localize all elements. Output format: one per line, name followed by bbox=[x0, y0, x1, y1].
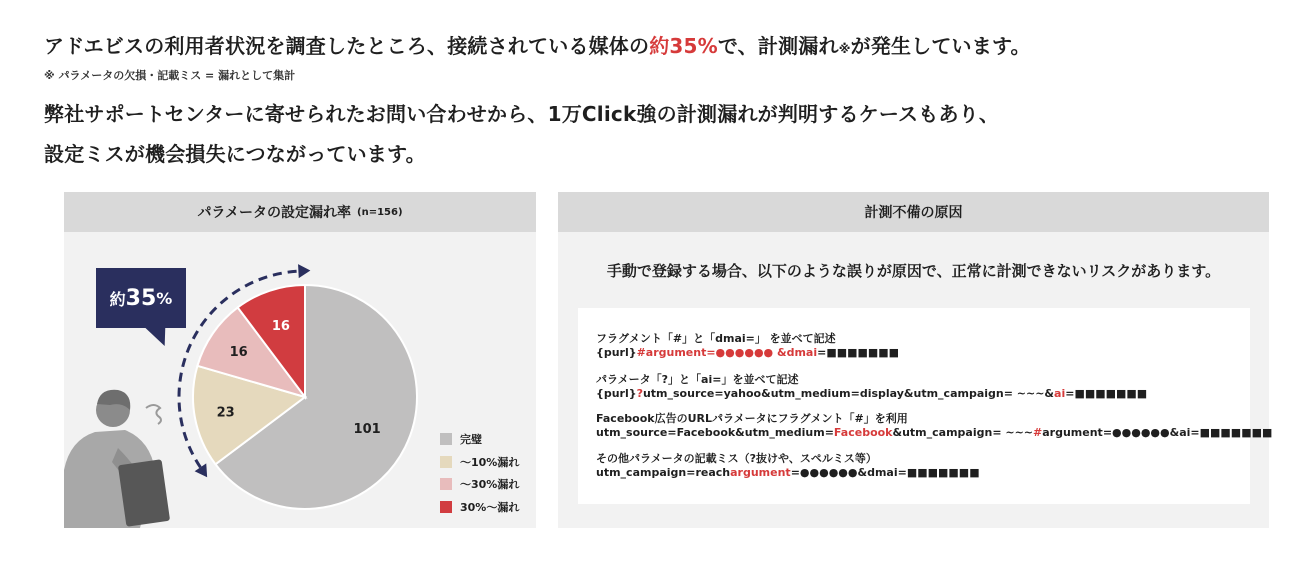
legend-item bbox=[440, 476, 519, 492]
headline-line-3: 設定ミスが機会損失につながっています。 bbox=[44, 142, 426, 166]
legend-label: 30%〜漏れ bbox=[460, 501, 520, 514]
share-callout bbox=[96, 268, 186, 328]
code-segment: {purl} bbox=[596, 346, 637, 359]
code-error-segment: dmai bbox=[786, 346, 818, 359]
causes-panel-title: 計測不備の原因 bbox=[864, 205, 963, 221]
legend-item bbox=[440, 499, 519, 515]
headline-line-1-post: で、計測漏れ bbox=[717, 34, 839, 58]
legend-swatch bbox=[440, 501, 452, 513]
headline-highlight: 約35% bbox=[649, 34, 718, 58]
code-segment: utm_source=yahoo&utm_medium=display&utm_campaign= ~~~& bbox=[642, 387, 1055, 400]
person-at-computer-illustration bbox=[64, 390, 170, 528]
note-mark: ※ bbox=[838, 42, 851, 56]
code-segment: =●●●●●●&dmai=■■■■■■■ bbox=[790, 466, 980, 479]
error-example-code bbox=[596, 466, 980, 480]
headline-line-1-end: が発生しています。 bbox=[850, 34, 1031, 58]
code-segment: =■■■■■■■ bbox=[817, 346, 900, 359]
code-segment: utm_campaign=reach bbox=[596, 466, 731, 479]
footnote: ※ パラメータの欠損・記載ミス = 漏れとして集計 bbox=[44, 69, 296, 82]
headline-line-2: 弊社サポートセンターに寄せられたお問い合わせから、1万Click強の計測漏れが判明するケースもあり、 bbox=[44, 102, 1000, 126]
code-error-segment: ai bbox=[1054, 387, 1066, 400]
error-example-title: Facebook広告のURLパラメータにフラグメント「#」を利用 bbox=[596, 412, 908, 425]
code-error-segment: ? bbox=[636, 387, 643, 400]
legend-swatch bbox=[440, 433, 452, 445]
code-segment: utm_source=Facebook&utm_medium= bbox=[596, 426, 834, 439]
legend-label: 〜10%漏れ bbox=[460, 456, 520, 469]
error-example-code bbox=[596, 387, 1147, 401]
share-callout-value: 35 bbox=[125, 285, 157, 311]
legend-swatch bbox=[440, 456, 452, 468]
code-error-segment: Facebook bbox=[833, 426, 893, 439]
code-segment: &utm_campaign= ~~~ bbox=[892, 426, 1034, 439]
causes-panel-header bbox=[558, 192, 1269, 232]
error-example-code bbox=[596, 426, 1272, 440]
pie-slice-value: 16 bbox=[271, 318, 290, 334]
error-example-title: その他パラメータの記載ミス（?抜けや、スペルミス等） bbox=[596, 452, 877, 465]
code-error-segment: argument bbox=[730, 466, 791, 479]
chart-panel-title: パラメータの設定漏れ率 bbox=[197, 205, 352, 221]
pie-slice-value: 101 bbox=[353, 422, 381, 438]
error-example-title: パラメータ「?」と「ai=」を並べて記述 bbox=[596, 373, 799, 386]
chart-panel-sample-size: (n=156) bbox=[357, 206, 403, 218]
share-callout-prefix: 約 bbox=[109, 289, 126, 309]
error-example bbox=[596, 332, 899, 360]
code-segment: argument=●●●●●●&ai=■■■■■■■ bbox=[1042, 426, 1273, 439]
code-error-segment: # bbox=[1033, 426, 1043, 439]
error-example-code bbox=[596, 346, 899, 360]
error-examples-box bbox=[578, 308, 1273, 504]
pie-slice-value: 23 bbox=[216, 405, 235, 421]
pie-slices bbox=[193, 285, 417, 509]
causes-subtitle: 手動で登録する場合、以下のような誤りが原因で、正常に計測できないリスクがあります。 bbox=[606, 262, 1221, 280]
code-segment: {purl} bbox=[596, 387, 637, 400]
error-example bbox=[596, 452, 980, 480]
error-example-title: フラグメント「#」と「dmai=」 を並べて記述 bbox=[596, 332, 836, 345]
legend-swatch bbox=[440, 478, 452, 490]
legend-item bbox=[440, 454, 519, 470]
error-example bbox=[596, 412, 1272, 440]
pie-slice-value: 16 bbox=[229, 345, 248, 361]
headline-line-1-pre: アドエビスの利用者状況を調査したところ、接続されている媒体の bbox=[44, 34, 650, 58]
error-example bbox=[596, 373, 1147, 401]
legend-label: 完璧 bbox=[460, 433, 482, 446]
legend-label: 〜30%漏れ bbox=[460, 478, 520, 491]
share-callout-unit: % bbox=[156, 288, 173, 308]
legend-item bbox=[440, 431, 482, 447]
code-segment: =■■■■■■■ bbox=[1065, 387, 1148, 400]
code-error-segment: #argument=●●●●●● & bbox=[636, 346, 787, 359]
